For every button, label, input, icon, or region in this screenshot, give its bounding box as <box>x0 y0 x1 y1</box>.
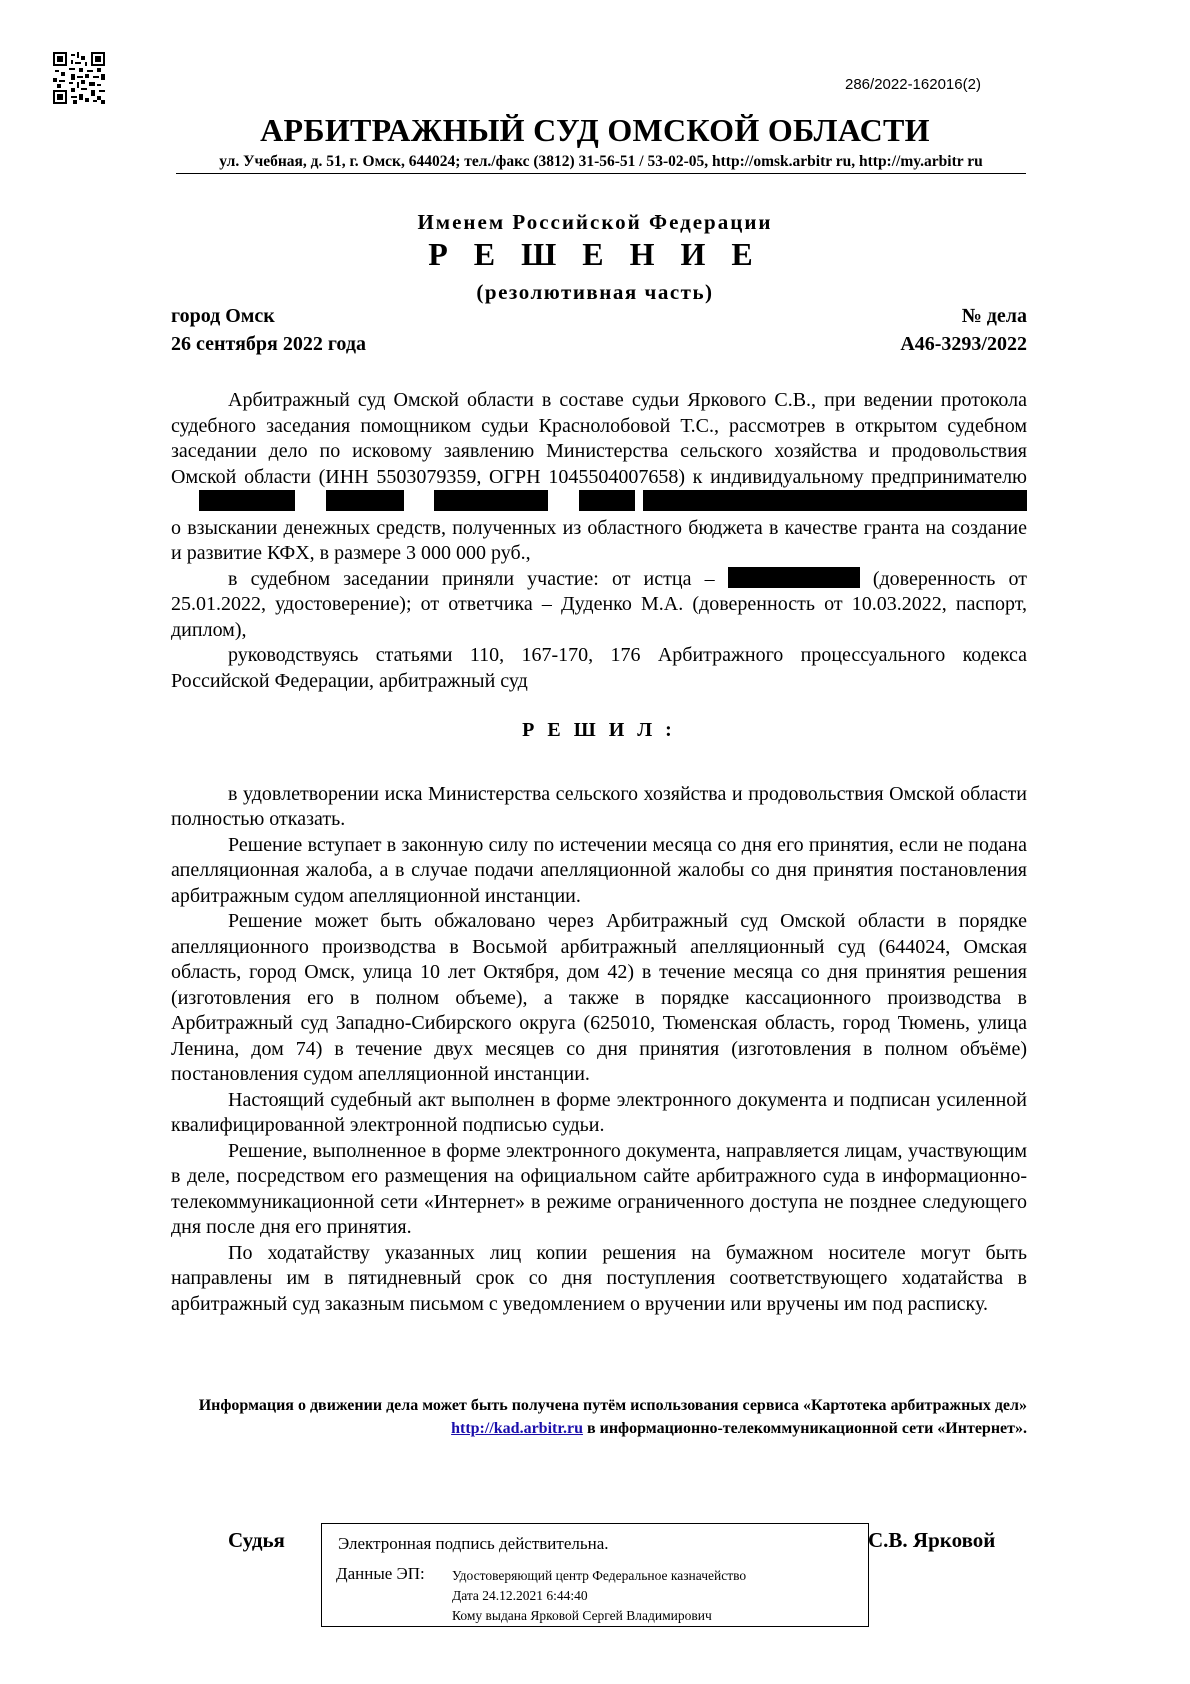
judge-name: С.В. Ярковой <box>868 1528 996 1552</box>
electronic-signature-stamp <box>321 1523 869 1627</box>
resolved-heading: Р Е Ш И Л : <box>522 719 676 741</box>
signature-date: Дата 24.12.2021 6:44:40 <box>452 1588 588 1603</box>
judge-label: Судья <box>228 1528 285 1552</box>
paragraph-guided-by: руководствуясь статьями 110, 167-170, 176 Арбитражного процессуального кодекса Российской Федерации, арбитражный суд <box>171 644 1027 692</box>
paragraph-resolution: в удовлетворении иска Министерства сельского хозяйства и продовольствия Омской области полностью отказать. <box>171 782 1027 830</box>
redacted-block <box>579 490 635 511</box>
paragraph-participants: в судебном заседании приняли участие: от истца – (доверенность от 25.01.2022, удостоверение); от ответчика – Дуденко М.А. (доверенность от 10.03.2022, паспорт, диплом), <box>171 567 1027 641</box>
document-number: 286/2022-162016(2) <box>845 76 981 93</box>
redacted-block <box>643 490 1027 511</box>
decision-body <box>171 388 1027 1317</box>
court-name: АРБИТРАЖНЫЙ СУД ОМСКОЙ ОБЛАСТИ <box>260 112 930 148</box>
paragraph-intro: Арбитражный суд Омской области в составе судьи Яркового С.В., при ведении протокола судебного заседания помощником судьи Краснолобовой Т.С., рассмотрев в открытом судебном заседании дело по исковому заявлению Министерства сельского хозяйства и продовольствия Омской области (ИНН 5503079359, ОГРН 1045504007658) к индивидуальному предпринимателю о взыскании денежных средств, полученных из областного бюджета в качестве гранта на создание и развитие КФХ, в размере 3 000 000 руб., <box>171 389 1027 564</box>
redacted-block <box>326 490 404 511</box>
paragraph-publication: Решение, выполненное в форме электронного документа, направляется лицам, участвующим в деле, посредством его размещения на официальном сайте арбитражного суда в информационно-телекоммуникационной сети «Интернет» в режиме ограниченного доступа не позднее следующего дня после дня его принятия. <box>171 1139 1027 1238</box>
signature-issued-to: Кому выдана Ярковой Сергей Владимирович <box>452 1608 712 1623</box>
redacted-block <box>434 490 548 511</box>
case-info-note: Информация о движении дела может быть получена путём использования сервиса «Картотека арбитражных дел» http://kad.arbitr.ru в информационно-телекоммуникационной сети «Интернет». <box>198 1397 1027 1437</box>
signature-valid-text: Электронная подпись действительна. <box>338 1534 609 1553</box>
decision-title: Р Е Ш Е Н И Е <box>428 236 762 272</box>
paragraph-effect: Решение вступает в законную силу по истечении месяца со дня его принятия, если не подана апелляционная жалоба, а в случае подачи апелляционной жалобы со дня принятия постановления арбитражным судом апелляционной инстанции. <box>171 833 1027 907</box>
signature-details <box>452 1566 746 1626</box>
redacted-block <box>199 490 295 511</box>
signature-ca: Удостоверяющий центр Федеральное казначейство <box>452 1568 747 1583</box>
kad-link[interactable]: http://kad.arbitr.ru <box>451 1420 583 1437</box>
paragraph-copies: По ходатайству указанных лиц копии решения на бумажном носителе могут быть направлены им в пятидневный срок со дня поступления соответствующего ходатайства в арбитражный суд заказным письмом с уведомлением о вручении или вручены им под расписку. <box>171 1241 1027 1315</box>
city: город Омск <box>171 305 275 327</box>
in-name-of-rf: Именем Российской Федерации <box>417 210 773 234</box>
decision-date: 26 сентября 2022 года <box>171 333 366 355</box>
court-address: ул. Учебная, д. 51, г. Омск, 644024; тел./факс (3812) 31-56-51 / 53-02-05, http://omsk.arbitr ru, http://my.arbitr ru <box>176 153 1026 174</box>
signature-data-label: Данные ЭП: <box>336 1564 425 1583</box>
qr-code <box>53 52 105 104</box>
paragraph-appeal: Решение может быть обжаловано через Арбитражный суд Омской области в порядке апелляционного производства в Восьмой арбитражный апелляционный суд (644024, Омская область, город Омск, улица 10 лет Октября, дом 42) в течение месяца со дня принятия решения (изготовления его в полном объеме), а также в порядке кассационного производства в Арбитражный суд Западно-Сибирского округа (625010, Тюменская область, город Тюмень, улица Ленина, дом 74) в течение двух месяцев со дня принятия (изготовления в полном объёме) постановления судом апелляционной инстанции. <box>171 910 1027 1085</box>
case-label: № дела <box>961 305 1027 327</box>
paragraph-electronic: Настоящий судебный акт выполнен в форме электронного документа и подписан усиленной квалифицированной электронной подписью судьи. <box>171 1088 1027 1136</box>
redacted-block <box>728 567 860 588</box>
case-number: А46-3293/2022 <box>900 333 1027 355</box>
decision-part: (резолютивная часть) <box>476 280 714 304</box>
